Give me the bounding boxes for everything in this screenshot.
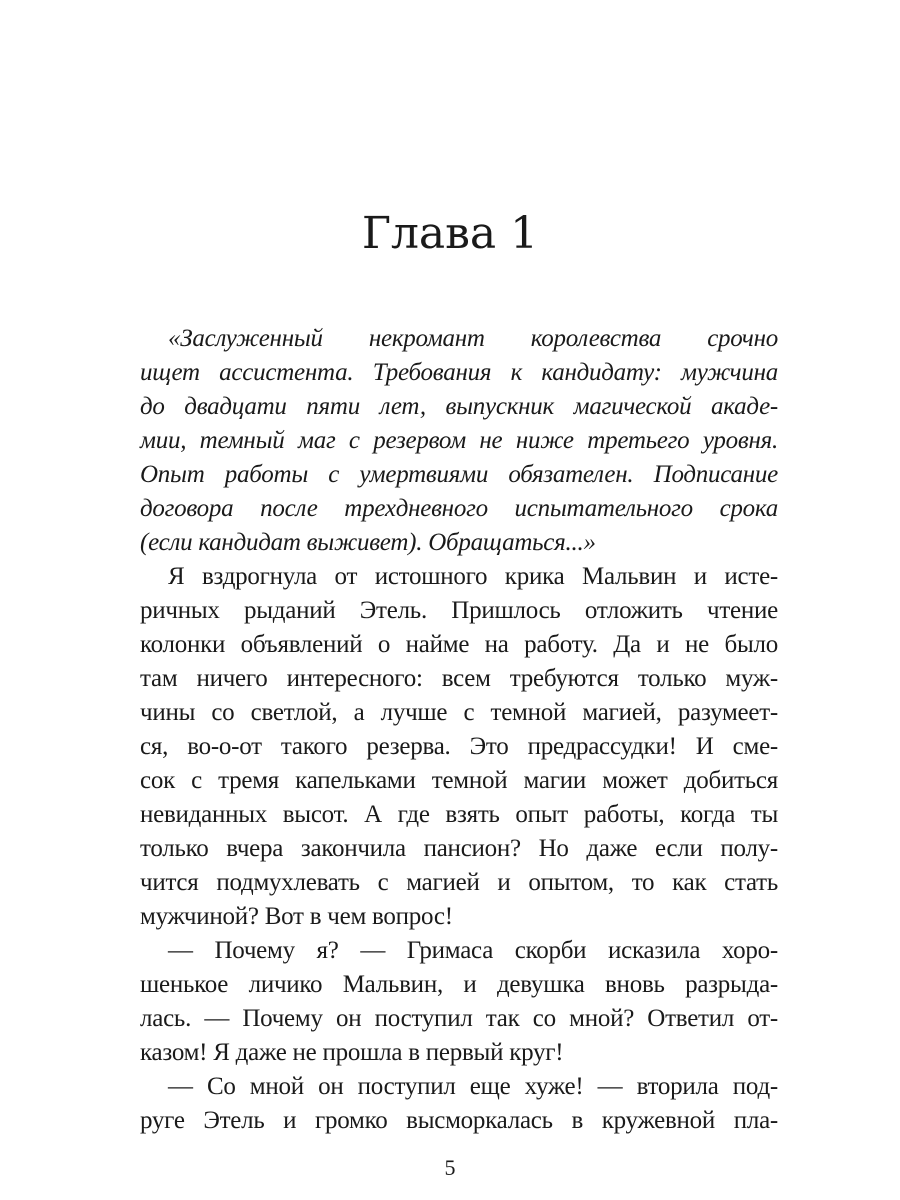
body-line: чится подмухлевать с магией и опытом, то как стать (140, 869, 778, 896)
body-line: сок с тремя капельками темной магии может добиться (140, 767, 778, 794)
epigraph-line: «Заслуженный некромант королевства срочно (168, 325, 778, 352)
body-line: там ничего интересного: всем требуются только муж- (140, 665, 778, 692)
body-line: ся, во-о-от такого резерва. Это предрассудки! И сме- (140, 733, 778, 760)
epigraph-line: до двадцати пяти лет, выпускник магической акаде- (140, 393, 778, 420)
body-line: лась. — Почему он поступил так со мной? Ответил от- (140, 1005, 778, 1032)
body-line: чины со светлой, а лучше с темной магией, разумеет- (140, 699, 778, 726)
body-line: руге Этель и громко высморкалась в кружевной пла- (140, 1107, 778, 1134)
epigraph-line: Опыт работы с умертвиями обязателен. Подписание (140, 461, 778, 488)
chapter-title: Глава 1 (361, 208, 539, 259)
body-line: шенькое личико Мальвин, и девушка вновь разрыда- (140, 971, 778, 998)
body-line: колонки объявлений о найме на работу. Да и не было (140, 631, 778, 658)
body-line: казом! Я даже не прошла в первый круг! (140, 1039, 564, 1066)
epigraph-line: мии, темный маг с резервом не ниже третьего уровня. (140, 427, 778, 454)
body-line: Я вздрогнула от истошного крика Мальвин и исте- (168, 563, 778, 590)
body-line: только вчера закончила пансион? Но даже если полу- (140, 835, 778, 862)
body-line: — Почему я? — Гримаса скорби исказила хоро- (168, 937, 778, 964)
page-text (140, 322, 778, 1138)
body-line: мужчиной? Вот в чем вопрос! (140, 903, 453, 930)
epigraph-line: ищет ассистента. Требования к кандидату: мужчина (140, 359, 778, 386)
body-line: ричных рыданий Этель. Пришлось отложить чтение (140, 597, 778, 624)
body-line: — Со мной он поступил еще хуже! — вторила под- (168, 1073, 778, 1100)
epigraph-line: договора после трехдневного испытательного срока (140, 495, 778, 522)
body-line: невиданных высот. А где взять опыт работы, когда ты (140, 801, 778, 828)
epigraph-line: (если кандидат выживет). Обращаться...» (140, 529, 596, 556)
page-number: 5 (444, 1155, 456, 1180)
